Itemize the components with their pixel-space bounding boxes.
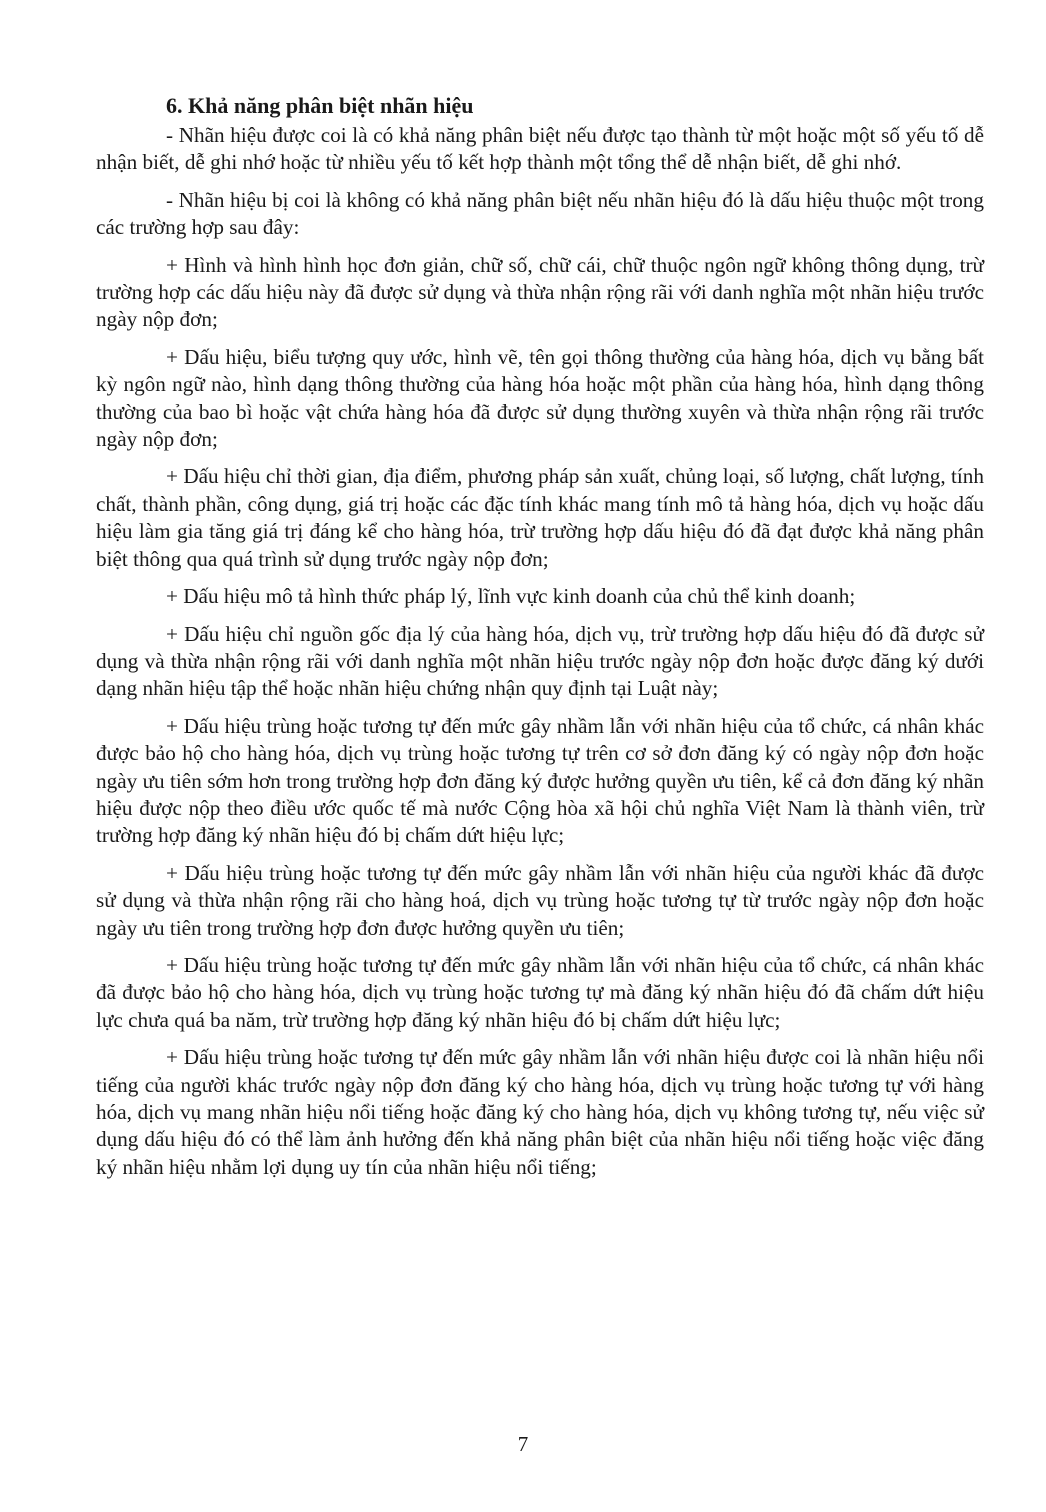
paragraph-well-known-mark: + Dấu hiệu trùng hoặc tương tự đến mức gây nhầm lẫn với nhãn hiệu được coi là nhãn hiệu nổi tiếng của người khác trước ngày nộp đơn đăng ký cho hàng hóa, dịch vụ trùng hoặc tương tự với hàng hóa, dịch vụ mang nhãn hiệu nổi tiếng hoặc đăng ký cho hàng hóa, dịch vụ không tương tự, nếu việc sử dụng dấu hiệu đó có thể làm ảnh hưởng đến khả năng phân biệt của nhãn hiệu nổi tiếng hoặc việc đăng ký nhãn hiệu nhằm lợi dụng uy tín của nhãn hiệu nổi tiếng; [96, 1045, 984, 1179]
paragraph-geographic-origin: + Dấu hiệu chỉ nguồn gốc địa lý của hàng hóa, dịch vụ, trừ trường hợp dấu hiệu đó đã được sử dụng và thừa nhận rộng rãi với danh nghĩa một nhãn hiệu trước ngày nộp đơn hoặc được đăng ký dưới dạng nhãn hiệu tập thể hoặc nhãn hiệu chứng nhận quy định tại Luật này; [96, 621, 984, 701]
paragraph-distinctive-definition: - Nhãn hiệu được coi là có khả năng phân biệt nếu được tạo thành từ một hoặc một số yếu tố dễ nhận biết, dễ ghi nhớ hoặc từ nhiều yếu tố kết hợp thành một tổng thể dễ nhận biết, dễ ghi nhớ. [96, 123, 984, 175]
paragraph-conflict-used: + Dấu hiệu trùng hoặc tương tự đến mức gây nhầm lẫn với nhãn hiệu của người khác đã được sử dụng và thừa nhận rộng rãi cho hàng hoá, dịch vụ trùng hoặc tương tự từ trước ngày nộp đơn hoặc ngày ưu tiên trong trường hợp đơn được hưởng quyền ưu tiên; [96, 860, 984, 940]
document-page [96, 92, 984, 1191]
paragraph-legal-form: + Dấu hiệu mô tả hình thức pháp lý, lĩnh vực kinh doanh của chủ thể kinh doanh; [166, 584, 856, 609]
paragraph-simple-shapes: + Hình và hình hình học đơn giản, chữ số, chữ cái, chữ thuộc ngôn ngữ không thông dụng, trừ trường hợp các dấu hiệu này đã được sử dụng và thừa nhận rộng rãi với danh nghĩa một nhãn hiệu trước ngày nộp đơn; [96, 252, 984, 332]
paragraph-conflict-registered: + Dấu hiệu trùng hoặc tương tự đến mức gây nhầm lẫn với nhãn hiệu của tổ chức, cá nhân khác được bảo hộ cho hàng hóa, dịch vụ trùng hoặc tương tự trên cơ sở đơn đăng ký có ngày nộp đơn hoặc ngày ưu tiên sớm hơn trong trường hợp đơn đăng ký được hưởng quyền ưu tiên, kể cả đơn đăng ký nhãn hiệu được nộp theo điều ước quốc tế mà nước Cộng hòa xã hội chủ nghĩa Việt Nam là thành viên, trừ trường hợp đăng ký nhãn hiệu đó bị chấm dứt hiệu lực; [96, 713, 984, 848]
paragraph-conflict-expired: + Dấu hiệu trùng hoặc tương tự đến mức gây nhầm lẫn với nhãn hiệu của tổ chức, cá nhân khác đã được bảo hộ cho hàng hóa, dịch vụ trùng hoặc tương tự mà đăng ký nhãn hiệu đó đã chấm dứt hiệu lực chưa quá ba năm, trừ trường hợp đăng ký nhãn hiệu đó bị chấm dứt hiệu lực; [96, 952, 984, 1032]
paragraph-descriptive-signs: + Dấu hiệu chỉ thời gian, địa điểm, phương pháp sản xuất, chủng loại, số lượng, chất lượng, tính chất, thành phần, công dụng, giá trị hoặc các đặc tính khác mang tính mô tả hàng hóa, dịch vụ hoặc dấu hiệu làm gia tăng giá trị đáng kể cho hàng hóa, trừ trường hợp dấu hiệu đó đã đạt được khả năng phân biệt thông qua quá trình sử dụng trước ngày nộp đơn; [96, 464, 984, 571]
paragraph-non-distinctive-intro: - Nhãn hiệu bị coi là không có khả năng phân biệt nếu nhãn hiệu đó là dấu hiệu thuộc một trong các trường hợp sau đây: [96, 187, 984, 240]
section-heading: 6. Khả năng phân biệt nhãn hiệu [166, 93, 474, 118]
page-number: 7 [517, 1432, 529, 1456]
paragraph-common-names: + Dấu hiệu, biểu tượng quy ước, hình vẽ, tên gọi thông thường của hàng hóa, dịch vụ bằng bất kỳ ngôn ngữ nào, hình dạng thông thường của hàng hóa hoặc một phần của hàng hóa, hình dạng thông thường của bao bì hoặc vật chứa hàng hóa đã được sử dụng thường xuyên và thừa nhận rộng rãi trước ngày nộp đơn; [96, 344, 984, 452]
